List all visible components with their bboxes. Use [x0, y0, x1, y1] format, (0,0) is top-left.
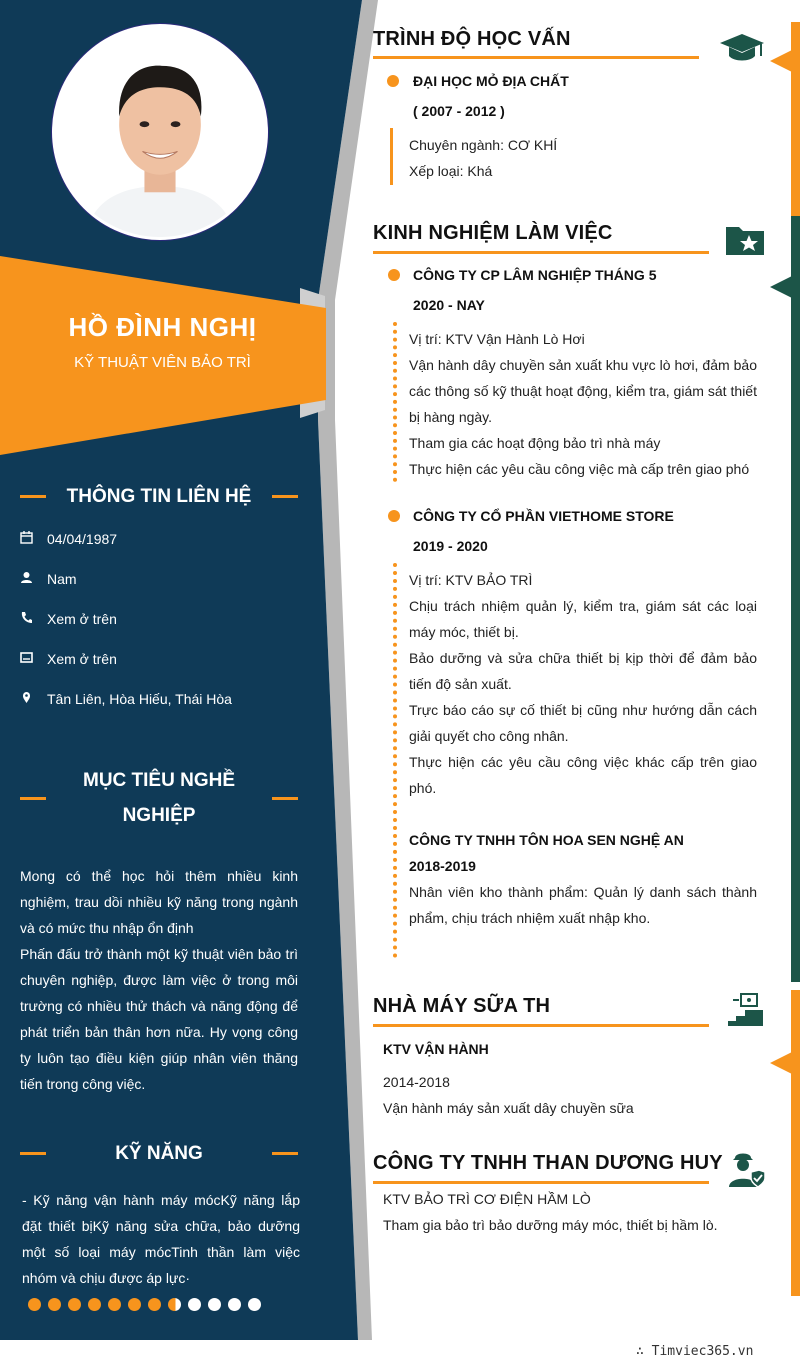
contact-phone-text: Xem ở trên — [47, 611, 117, 627]
job2-line-position: Vị trí: KTV BẢO TRÌ — [409, 572, 533, 588]
heading-dash-left — [20, 797, 46, 800]
objective-heading-text — [46, 763, 272, 833]
th-milk-heading: NHÀ MÁY SỮA TH — [373, 995, 551, 1017]
education-grade: Xếp loại: Khá — [409, 163, 493, 179]
phone-icon — [20, 611, 47, 627]
job2-line-duty-4: Thực hiện các yêu cầu công việc khác cấp trên giao phó. — [409, 754, 757, 796]
job1-line-duty-3: Thực hiện các yêu cầu công việc mà cấp trên giao phó — [409, 461, 750, 477]
heading-dash-left — [20, 495, 46, 498]
contact-address-text: Tân Liên, Hòa Hiếu, Thái Hòa — [47, 691, 232, 707]
skills-heading-text: KỸ NĂNG — [115, 1143, 203, 1164]
th-milk-position: KTV VẬN HÀNH — [383, 1041, 489, 1057]
objective-text: Mong có thể học hỏi thêm nhiều kinh nghiệm, trau dồi nhiều kỹ năng trong ngành và có mức thu nhập ổn định Phấn đấu trở thành một kỹ thuật viên bảo trì chuyên nghiệp, được làm việc ở trong môi trường có nhiều thử thách và năng động để phát triển bản thân hơn nữa. Hy vọng công ty luôn tạo điều kiện giúp nhân viên thăng tiến trong công việc. — [20, 868, 298, 1092]
job2-company: CÔNG TY CỔ PHẦN VIETHOME STORE — [413, 508, 674, 524]
contact-phone — [20, 611, 300, 627]
job2-sub-text: Nhân viên kho thành phẩm: Quản lý danh sách thành phẩm, chịu trách nhiệm xuất nhập kho. — [409, 884, 757, 926]
skill-rating-dot — [68, 1298, 81, 1311]
candidate-role: KỸ THUẬT VIÊN BẢO TRÌ — [74, 354, 251, 371]
skill-rating-dot — [88, 1298, 101, 1311]
skills-text: - Kỹ năng vận hành máy mócKỹ năng lắp đặt thiết bịKỹ năng sửa chữa, bảo dưỡng một số loại máy mócTinh thần làm việc nhóm và chịu được áp lực· — [22, 1192, 300, 1286]
experience-heading: KINH NGHIỆM LÀM VIỆC — [373, 222, 613, 244]
edge-notch-3 — [770, 1048, 800, 1078]
edge-strip-green — [791, 216, 800, 982]
skill-rating-dot — [48, 1298, 61, 1311]
job1-period: 2020 - NAY — [413, 297, 485, 313]
job1-line-duty-1: Vận hành dây chuyền sản xuất khu vực lò hơi, đảm bảo các thông số kỹ thuật hoạt động, kiểm tra, giám sát thiết bị hàng ngày. — [409, 357, 757, 425]
education-major: Chuyên ngành: CƠ KHÍ — [409, 137, 558, 153]
job2-sub-company: CÔNG TY TNHH TÔN HOA SEN NGHỆ AN — [409, 832, 684, 848]
job2-sub-period: 2018-2019 — [409, 858, 476, 874]
coal-position: KTV BẢO TRÌ CƠ ĐIỆN HẦM LÒ — [383, 1191, 591, 1207]
contact-birthdate — [20, 531, 300, 547]
contact-gender — [20, 571, 300, 587]
experience-underline — [373, 251, 709, 254]
contact-gender-text: Nam — [47, 571, 77, 587]
edge-notch-2 — [770, 272, 800, 302]
job2-bullet — [388, 510, 400, 522]
candidate-name: HỒ ĐÌNH NGHỊ — [68, 312, 257, 342]
heading-dash-right — [272, 797, 298, 800]
worker-shield-icon — [725, 1150, 765, 1188]
objective-heading-line2: NGHIỆP — [122, 805, 196, 826]
skill-rating-dot — [108, 1298, 121, 1311]
skill-rating-dot — [28, 1298, 41, 1311]
skill-rating-dot — [248, 1298, 261, 1311]
footer-brand-text: Timviec365.vn — [651, 1344, 754, 1359]
coal-text: Tham gia bảo trì bảo dưỡng máy móc, thiết bị hầm lò. — [383, 1217, 718, 1233]
contact-email — [20, 651, 300, 667]
contact-address — [20, 691, 300, 707]
heading-dash-right — [272, 495, 298, 498]
contact-heading-text: THÔNG TIN LIÊN HỆ — [66, 486, 252, 507]
skill-rating-dot — [208, 1298, 221, 1311]
objective-heading-line1: MỤC TIÊU NGHỀ — [83, 770, 235, 791]
portrait-photo — [55, 27, 265, 237]
job2-period: 2019 - 2020 — [413, 538, 488, 554]
skill-rating-dot — [128, 1298, 141, 1311]
brand-logo-icon: ∴ — [636, 1344, 652, 1359]
th-milk-text: Vận hành máy sản xuất dây chuyền sữa — [383, 1100, 634, 1116]
heading-dash-left — [20, 1152, 46, 1155]
skills-heading — [20, 1136, 298, 1171]
job1-line-duty-2: Tham gia các hoạt động bảo trì nhà máy — [409, 435, 661, 451]
avatar — [52, 24, 268, 240]
job2-line-duty-3: Trực báo cáo sự cố thiết bị cũng như hướng dẫn cách giải quyết cho công nhân. — [409, 702, 757, 744]
user-icon — [20, 571, 47, 587]
coal-heading: CÔNG TY TNHH THAN DƯƠNG HUY — [373, 1152, 723, 1174]
heading-dash-right — [272, 1152, 298, 1155]
contact-email-text: Xem ở trên — [47, 651, 117, 667]
job1-bullet — [388, 269, 400, 281]
skill-rating-dot — [148, 1298, 161, 1311]
job2-line-duty-2: Bảo dưỡng và sửa chữa thiết bị kịp thời để đảm bảo tiến độ sản xuất. — [409, 650, 757, 692]
job2-line-duty-1: Chịu trách nhiệm quản lý, kiểm tra, giám sát các loại máy móc, thiết bị. — [409, 598, 757, 640]
th-milk-underline — [373, 1024, 709, 1027]
education-underline — [373, 56, 699, 59]
education-school: ĐẠI HỌC MỎ ĐỊA CHẤT — [413, 73, 569, 89]
education-heading: TRÌNH ĐỘ HỌC VẤN — [373, 28, 571, 50]
location-pin-icon — [20, 691, 47, 707]
education-bullet — [387, 75, 399, 87]
skill-rating — [28, 1298, 261, 1311]
job2-timeline — [393, 563, 397, 958]
email-icon — [20, 651, 47, 667]
skill-rating-dot — [228, 1298, 241, 1311]
job1-timeline — [393, 322, 397, 482]
contact-heading — [20, 479, 298, 514]
education-period: ( 2007 - 2012 ) — [413, 103, 505, 119]
skill-rating-dot — [168, 1298, 181, 1311]
graduation-cap-icon — [720, 32, 764, 64]
skill-rating-dot — [188, 1298, 201, 1311]
coal-underline — [373, 1181, 709, 1184]
folder-star-icon — [725, 224, 765, 256]
footer-brand[interactable] — [636, 1344, 753, 1359]
job1-line-position: Vị trí: KTV Vận Hành Lò Hơi — [409, 331, 585, 347]
edge-strip-orange-2 — [791, 990, 800, 1296]
factory-worker-icon — [727, 990, 765, 1028]
education-timeline — [390, 128, 393, 185]
contact-birthdate-text: 04/04/1987 — [47, 531, 118, 547]
calendar-icon — [20, 531, 47, 547]
objective-heading — [20, 763, 298, 833]
edge-notch-1 — [770, 46, 800, 76]
job1-company: CÔNG TY CP LÂM NGHIỆP THÁNG 5 — [413, 267, 657, 283]
th-milk-period: 2014-2018 — [383, 1074, 450, 1090]
